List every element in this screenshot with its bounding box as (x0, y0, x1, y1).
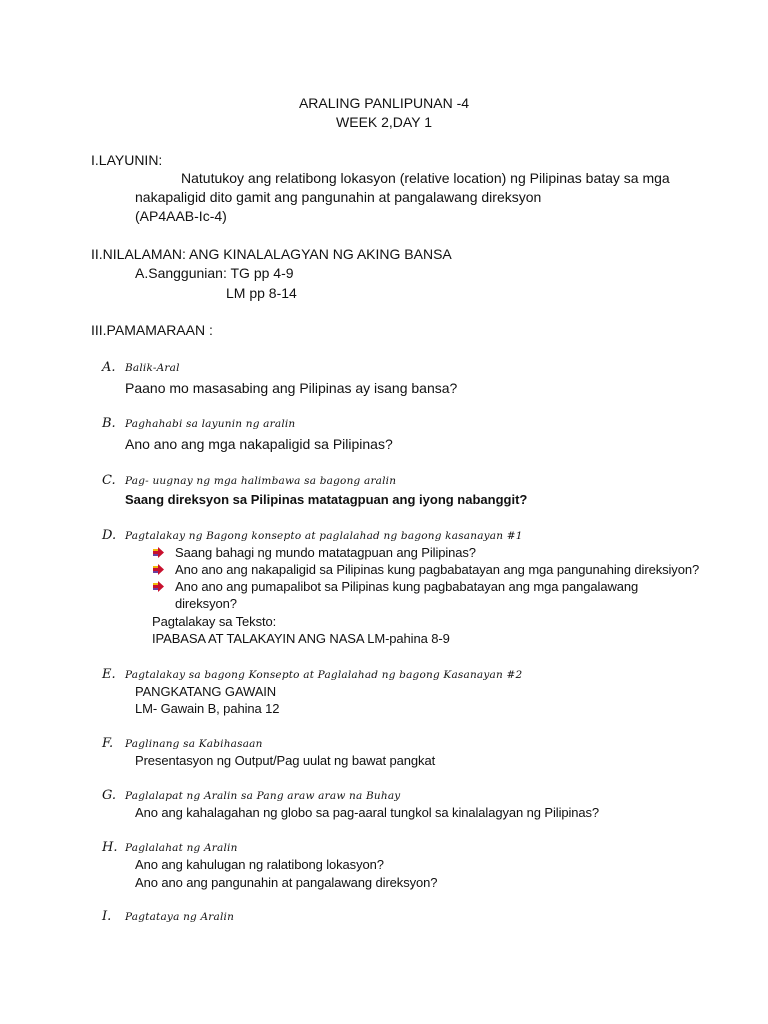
layunin-code: (AP4AAB-Ic-4) (135, 208, 227, 224)
item-h-line-2: Ano ano ang pangunahin at pangalawang direksyon? (135, 875, 438, 890)
item-g-heading: Paglalapat ng Aralin sa Pang araw araw na Buhay (125, 790, 401, 802)
item-d-bullet-3-cont: direksyon? (175, 596, 237, 611)
item-d-bullet-2: Ano ano ang nakapaligid sa Pilipinas kung pagbabatayan ang mga pangunahing direksiyon? (175, 562, 700, 577)
document-title: ARALING PANLIPUNAN -4 (298, 95, 470, 111)
item-h-line-1: Ano ang kahulugan ng ralatibong lokasyon? (135, 857, 384, 872)
item-g-letter: G. (102, 788, 117, 803)
item-g-line-1: Ano ang kahalagahan ng globo sa pag-aaral tungkol sa kinalalagyan ng Pilipinas? (135, 805, 600, 820)
nilalaman-label: II.NILALAMAN: ANG KINALALAGYAN NG AKING BANSA (91, 246, 452, 262)
item-a-heading: Balik-Aral (125, 362, 180, 374)
arrow-bullet-icon (153, 564, 164, 575)
item-f-letter: F. (102, 736, 114, 751)
item-d-letter: D. (102, 528, 117, 543)
item-h-letter: H. (102, 840, 118, 855)
arrow-bullet-icon (153, 581, 164, 592)
item-e-letter: E. (102, 667, 116, 682)
item-f-line-1: Presentasyon ng Output/Pag uulat ng bawat pangkat (135, 753, 436, 768)
item-i-letter: I. (102, 909, 112, 924)
item-c-heading: Pag- uugnay ng mga halimbawa sa bagong aralin (125, 475, 397, 487)
item-e-line-1: PANGKATANG GAWAIN (135, 684, 277, 699)
item-d-line-1: Pagtalakay sa Teksto: (152, 614, 277, 629)
arrow-bullet-icon (153, 547, 164, 558)
item-e-heading: Pagtalakay sa bagong Konsepto at Paglalahad ng bagong Kasanayan #2 (125, 669, 523, 681)
sanggunian-text: A.Sanggunian: TG pp 4-9 (135, 265, 294, 281)
item-d-line-2: IPABASA AT TALAKAYIN ANG NASA LM-pahina 8-9 (152, 631, 450, 646)
item-d-bullet-3: Ano ano ang pumapalibot sa Pilipinas kung pagbabatayan ang mga pangalawang (175, 579, 639, 594)
lm-pages-text: LM pp 8-14 (226, 285, 297, 301)
item-c-letter: C. (102, 473, 116, 488)
item-e-line-2: LM- Gawain B, pahina 12 (135, 701, 280, 716)
item-d-bullet-1: Saang bahagi ng mundo matatagpuan ang Pilipinas? (175, 545, 476, 560)
item-f-heading: Paglinang sa Kabihasaan (125, 738, 263, 750)
item-d-heading: Pagtalakay ng Bagong konsepto at paglalahad ng bagong kasanayan #1 (125, 530, 523, 542)
item-c-line-1: Saang direksyon sa Pilipinas matatagpuan ang iyong nabanggit? (125, 492, 528, 507)
item-i-heading: Pagtataya ng Aralin (125, 911, 235, 923)
item-a-letter: A. (102, 360, 116, 375)
item-a-line-1: Paano mo masasabing ang Pilipinas ay isang bansa? (125, 380, 458, 396)
item-b-heading: Paghahabi sa layunin ng aralin (125, 418, 296, 430)
layunin-line-1: Natutukoy ang relatibong lokasyon (relative location) ng Pilipinas batay sa mga (181, 170, 670, 186)
layunin-line-2: nakapaligid dito gamit ang pangunahin at pangalawang direksyon (135, 189, 542, 205)
item-h-heading: Paglalahat ng Aralin (125, 842, 238, 854)
layunin-label: I.LAYUNIN: (91, 152, 163, 168)
item-b-line-1: Ano ano ang mga nakapaligid sa Pilipinas? (125, 436, 393, 452)
document-week: WEEK 2,DAY 1 (336, 114, 432, 130)
item-b-letter: B. (102, 416, 116, 431)
pamamaraan-label: III.PAMAMARAAN : (91, 322, 213, 338)
